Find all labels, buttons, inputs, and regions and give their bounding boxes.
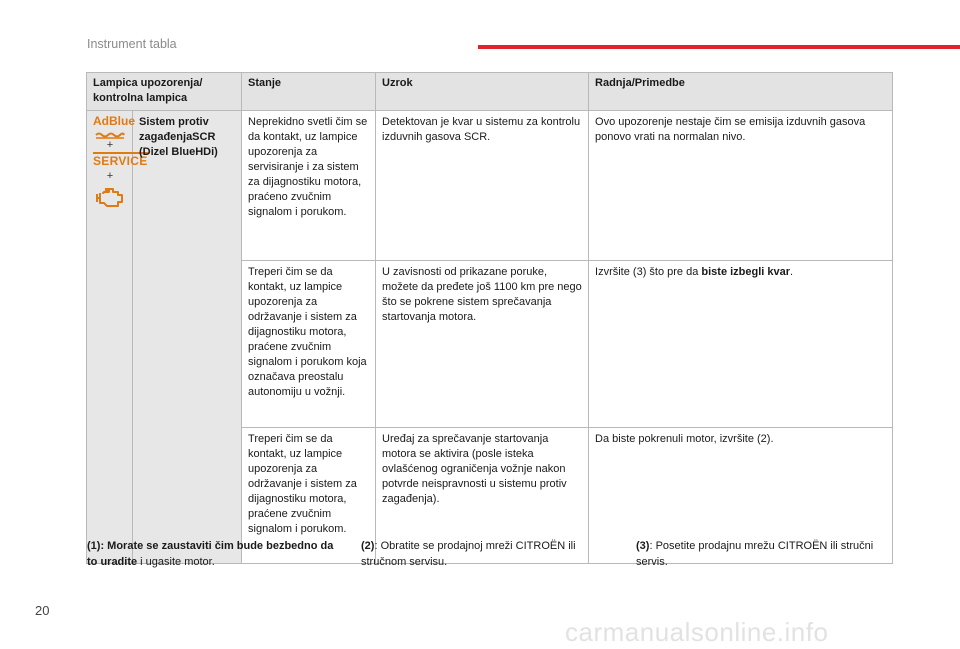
- engine-warning-icon: [94, 186, 126, 213]
- table-header-row: [87, 73, 893, 111]
- radnja-cell: Ovo upozorenje nestaje čim se emisija izduvnih gasova ponovo vrati na normalan nivo.: [589, 111, 893, 261]
- page-number: 20: [35, 603, 50, 618]
- section-accent-bar: [478, 45, 960, 49]
- footnote-1: (1): Morate se zaustaviti čim bude bezbedno da to uradite i ugasite motor.: [87, 540, 334, 568]
- uzrok-cell: Uređaj za sprečavanje startovanja motora se aktivira (posle isteka ovlašćenog ograničenja vožnje nakon potvrde neispravnosti u sistemu protiv zagađenja).: [376, 428, 589, 564]
- watermark: carmanualsonline.info: [565, 617, 829, 647]
- radnja-cell: Izvršite (3) što pre da biste izbegli kvar.: [589, 261, 893, 428]
- stanje-cell: Treperi čim se da kontakt, uz lampice upozorenja za održavanje i sistem za dijagnostiku motora, praćene zvučnim signalom i porukom.: [242, 428, 376, 564]
- stanje-cell: Neprekidno svetli čim se da kontakt, uz lampice upozorenja za servisiranje i za sistem za dijagnostiku motora, praćeno zvučnim signalom i porukom.: [242, 111, 376, 261]
- stanje-cell: Treperi čim se da kontakt, uz lampice upozorenja za održavanje i sistem za dijagnostiku motora, praćene zvučnim signalom i porukom koja označava preostalu autonomiju u vožnji.: [242, 261, 376, 428]
- radnja-cell: Da biste pokrenuli motor, izvršite (2).: [589, 428, 893, 564]
- lamp-name-cell: Sistem protiv zagađenjaSCR (Dizel BlueHDi): [133, 111, 242, 564]
- header-radnja: Radnja/Primedbe: [589, 73, 893, 111]
- plus-sign: +: [106, 170, 114, 182]
- uzrok-cell: Detektovan je kvar u sistemu za kontrolu izduvnih gasova SCR.: [376, 111, 589, 261]
- warning-lamp-table: [86, 72, 893, 564]
- footnote-3: (3): Posetite prodajnu mrežu CITROËN ili stručni servis.: [636, 540, 874, 568]
- table-row: [87, 111, 893, 261]
- plus-sign: +: [106, 139, 114, 151]
- header-uzrok: Uzrok: [376, 73, 589, 111]
- adblue-icon: AdBlue: [93, 115, 127, 139]
- service-icon: SERVICE: [93, 154, 148, 168]
- header-lamp: Lampica upozorenja/ kontrolna lampica: [87, 73, 242, 111]
- header-stanje: Stanje: [242, 73, 376, 111]
- lamp-icons-cell: [87, 111, 148, 564]
- footnote-2: (2): Obratite se prodajnoj mreži CITROËN ili stručnom servisu.: [361, 540, 576, 568]
- uzrok-cell: U zavisnosti od prikazane poruke, možete da pređete još 1100 km pre nego što se pokrene sistem sprečavanja startovanja motora.: [376, 261, 589, 428]
- section-title: Instrument tabla: [87, 37, 177, 51]
